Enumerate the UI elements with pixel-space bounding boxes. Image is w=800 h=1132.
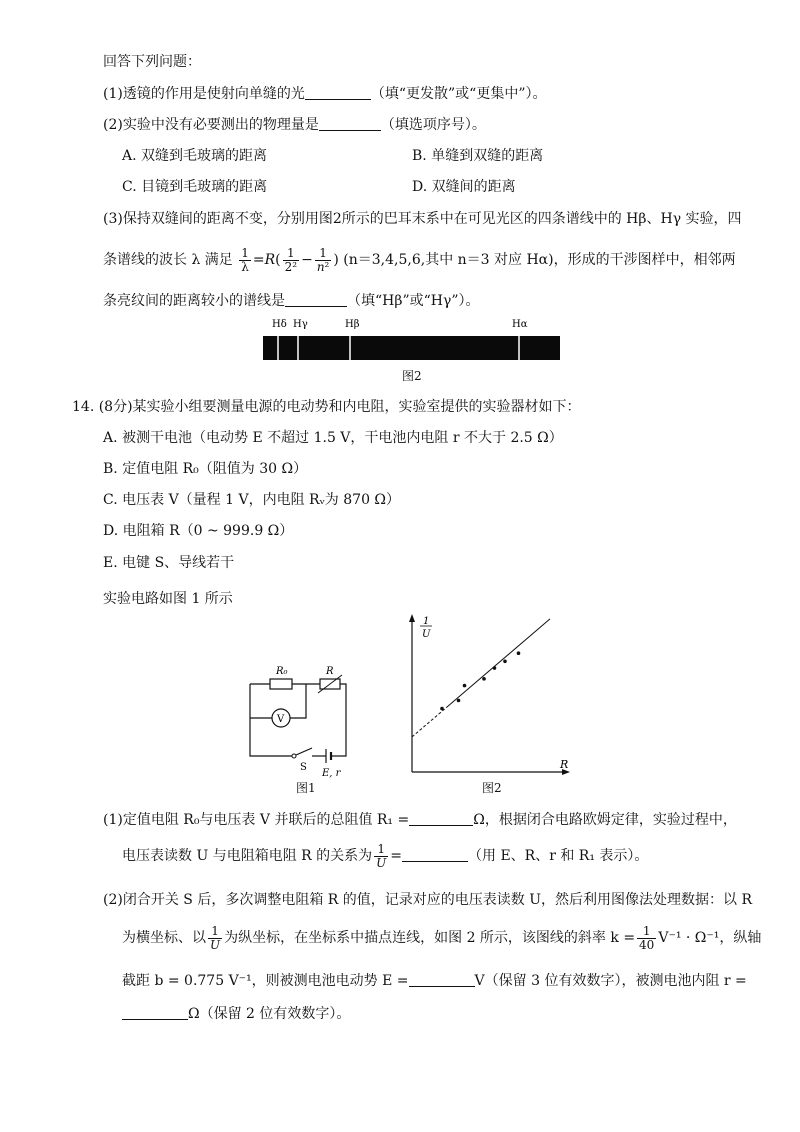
- q14-part2-line2-text: 为横坐标、以: [122, 930, 206, 946]
- q13-part3-line3-text: 条亮纹间的距离较小的谱线是: [103, 293, 285, 309]
- q13-part2: [103, 115, 486, 135]
- q14-part2-line3-text: 截距 b = 0.775 V⁻¹，则被测电池电动势 E =: [122, 973, 409, 989]
- q14-part1-line1: [103, 810, 737, 830]
- spectrum-label-h-beta: Hβ: [345, 319, 360, 330]
- fig2-caption: 图2: [482, 781, 502, 795]
- q14-heading: 14. (8分)某实验小组要测量电源的电动势和内电阻，实验室提供的实验器材如下：: [72, 399, 581, 415]
- q14-part2-line4-text: Ω（保留 2 位有效数字）。: [188, 1006, 351, 1022]
- answer-blank[interactable]: [319, 116, 381, 131]
- data-points: [440, 651, 520, 710]
- option-a: A. 双缝到毛玻璃的距离: [122, 148, 268, 164]
- option-b: B. 单缝到双缝的距离: [412, 148, 544, 164]
- graph-figure: [400, 612, 576, 778]
- one-over-two-squared: $\frac{1}{\text{2²}}$: [284, 245, 298, 274]
- q14-part2-line3: [122, 971, 747, 991]
- data-point: [493, 666, 497, 670]
- spectrum-label-h-alpha: Hα: [512, 319, 528, 330]
- q14-part1-line2-text: 电压表读数 U 与电阻箱电阻 R 的关系为: [122, 848, 373, 864]
- y-axis-label-numerator: 1: [423, 616, 430, 627]
- answer-blank[interactable]: [409, 811, 473, 826]
- q14-part1-line2: 电压表读数 U 与电阻箱电阻 R 的关系为 $\frac{1}{U}$ = （用 E、R、r 和 R₁ 表示）。: [122, 841, 649, 870]
- q13-part2-hint: （填选项序号）。: [380, 117, 486, 133]
- data-point: [457, 699, 461, 703]
- one-over-u: $\frac{1}{U}$: [376, 841, 387, 870]
- x-axis-label: R: [560, 758, 569, 771]
- answer-blank[interactable]: [409, 972, 475, 987]
- material-d: D. 电阻箱 R（0 ~ 999.9 Ω）: [103, 523, 294, 539]
- q14-part2-line2-mid: 为纵坐标，在坐标系中描点连线，如图 2 所示，该图线的斜率 k =: [224, 930, 636, 946]
- circuit-wire-right: [340, 684, 346, 756]
- fit-line: [448, 619, 550, 706]
- data-point: [440, 707, 444, 711]
- q14-part1-text: (1)定值电阻 R₀与电压表 V 并联后的总阻值 R₁ =: [103, 812, 410, 828]
- label-r: R: [326, 666, 334, 677]
- resistor-r0: [270, 679, 292, 689]
- data-point: [463, 684, 467, 688]
- spectrum-label-h-gamma: Hγ: [293, 319, 308, 330]
- intro-text: 回答下列问题：: [103, 54, 201, 70]
- material-a: A. 被测干电池（电动势 E 不超过 1.5 V，干电池内电阻 r 不大于 2.5 Ω）: [103, 430, 563, 446]
- q14-part2-line2: [122, 924, 761, 952]
- spectrum-figure: [260, 316, 564, 366]
- q13-part1-text: (1)透镜的作用是使射向单缝的光: [103, 86, 305, 102]
- q13-part3-line2-rest: (n＝3,4,5,6,其中 n＝3 对应 Hα)，形成的干涉图样中，相邻两: [343, 252, 736, 268]
- spectrum-band: [263, 336, 560, 360]
- q13-part3-line3-hint: （填“Hβ”或“Hγ”）。: [347, 293, 480, 309]
- material-c: C. 电压表 V（量程 1 V，内电阻 Rᵥ为 870 Ω）: [103, 492, 401, 508]
- one-over-u-axis: $\frac{1}{U}$: [210, 923, 221, 952]
- material-e: E. 电键 S、导线若干: [103, 555, 235, 571]
- q14-part2-line1: (2)闭合开关 S 后，多次调整电阻箱 R 的值，记录对应的电压表读数 U，然后利用图像法处理数据：以 R: [103, 892, 753, 908]
- fig1-caption: 图1: [296, 781, 316, 795]
- label-e-r: E, r: [322, 768, 341, 779]
- one-over-n-squared: $\frac{1}{\text{n²}}$: [316, 245, 330, 274]
- switch-icon: [296, 748, 312, 755]
- y-axis-label-denominator: U: [422, 629, 431, 640]
- option-c: C. 目镜到毛玻璃的距离: [122, 179, 268, 195]
- label-s: S: [300, 762, 307, 773]
- switch-contact-icon: [292, 754, 296, 758]
- q13-part3-line2: 条谱线的波长 λ 满足 $\frac{1}{\lambda}$ =R( $\frac{1}{\text{2²}}$ − $\frac{1}{\text{n²}}$ ) (n＝3,4,5,6,其中 n＝3 对应 Hα)，形成的干涉图样中，相邻两: [103, 245, 736, 274]
- material-b: B. 定值电阻 R₀（阻值为 30 Ω）: [103, 461, 308, 477]
- q13-part3-line2-text: 条谱线的波长 λ 满足: [103, 252, 233, 268]
- label-r0: R₀: [276, 666, 288, 677]
- q14-part2-line4: [122, 1004, 350, 1024]
- answer-blank[interactable]: [305, 85, 371, 100]
- slope-fraction: $\frac{1}{40}$: [639, 923, 655, 952]
- data-point: [482, 677, 486, 681]
- q13-part1: [103, 84, 546, 104]
- data-point: [503, 660, 507, 664]
- q13-part1-hint: （填“更发散”或“更集中”）。: [370, 86, 547, 102]
- one-over-lambda: $\frac{1}{\lambda}$: [241, 245, 249, 274]
- circuit-diagram: [240, 660, 380, 780]
- option-d: D. 双缝间的距离: [412, 179, 516, 195]
- voltmeter-label: V: [277, 714, 285, 725]
- answer-blank[interactable]: [122, 1005, 188, 1020]
- answer-blank[interactable]: [285, 292, 347, 307]
- q14-part1-rest: Ω，根据闭合电路欧姆定律，实验过程中，: [473, 812, 737, 828]
- q13-part3-line1: (3)保持双缝间的距离不变，分别用图2所示的巴耳末系中在可见光区的四条谱线中的 Hβ、Hγ 实验，四: [103, 211, 742, 227]
- circuit-intro: 实验电路如图 1 所示: [103, 591, 233, 607]
- q14-part1-line2-hint: （用 E、R、r 和 R₁ 表示）。: [468, 848, 649, 864]
- q13-part2-text: (2)实验中没有必要测出的物理量是: [103, 117, 319, 133]
- y-axis-arrow-icon: [409, 614, 415, 622]
- spectrum-label-h-delta: Hδ: [272, 319, 287, 330]
- q13-part3-line3: [103, 291, 480, 311]
- fit-line-extrapolated: [412, 706, 448, 737]
- data-point: [517, 651, 521, 655]
- q13-figure-caption: 图2: [402, 369, 422, 383]
- q14-part2-line2-end: V⁻¹ · Ω⁻¹，纵轴: [658, 930, 762, 946]
- answer-blank[interactable]: [402, 847, 468, 862]
- q14-part2-line3-rest: V（保留 3 位有效数字），被测电池内阻 r =: [474, 973, 747, 989]
